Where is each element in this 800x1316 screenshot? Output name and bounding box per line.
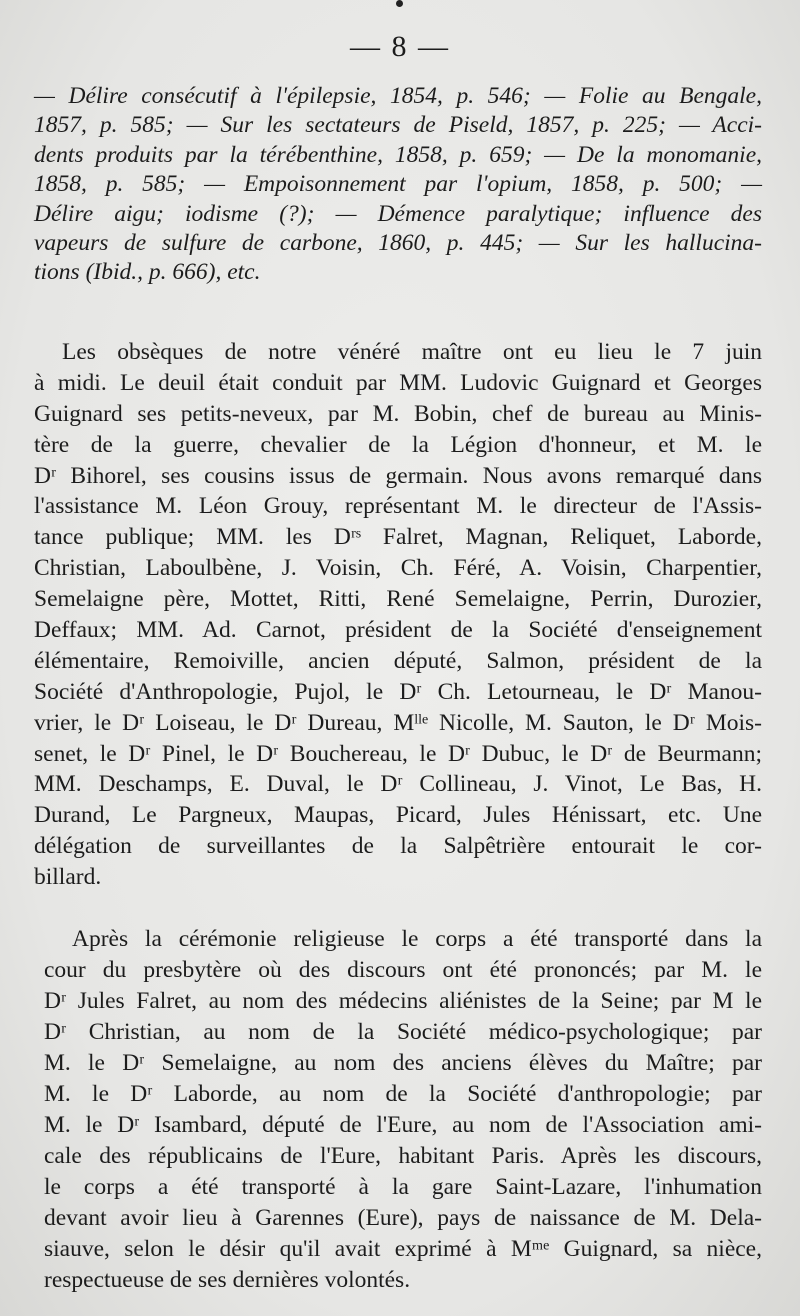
paragraph-line: à midi. Le deuil était conduit par MM. Ludovic Guignard et Georges <box>34 369 762 396</box>
print-speck <box>396 0 403 7</box>
paragraph-line: tance publique; MM. les Dʳˢ Falret, Magnan, Reliquet, Laborde, <box>34 524 762 551</box>
paragraph-line: MM. Deschamps, E. Duval, le Dʳ Collineau, J. Vinot, Le Bas, H. <box>34 771 762 798</box>
paragraph-line: Durand, Le Pargneux, Maupas, Picard, Jules Hénissart, etc. Une <box>34 802 762 829</box>
paragraph-line: cale des républicains de l'Eure, habitant Paris. Après les discours, <box>44 1143 762 1169</box>
paragraph-line: Semelaigne père, Mottet, Ritti, René Semelaigne, Perrin, Durozier, <box>34 586 762 613</box>
paragraph-line: Après la cérémonie religieuse le corps a été transporté dans la <box>72 926 762 952</box>
paragraph-line: devant avoir lieu à Garennes (Eure), pays de naissance de M. Dela- <box>44 1205 762 1231</box>
paragraph-line: Société d'Anthropologie, Pujol, le Dʳ Ch. Letourneau, le Dʳ Manou- <box>34 678 762 705</box>
paragraph-line: Dʳ Christian, au nom de la Société médico-psychologique; par <box>44 1019 762 1045</box>
bibliography-line: 1857, p. 585; — Sur les sectateurs de Piseld, 1857, p. 225; — Acci- <box>34 112 762 139</box>
paragraph-line: senet, le Dʳ Pinel, le Dʳ Bouchereau, le Dʳ Dubuc, le Dʳ de Beurmann; <box>34 740 762 767</box>
paragraph-line: vrier, le Dʳ Loiseau, le Dʳ Dureau, Mˡˡᵉ Nicolle, M. Sauton, le Dʳ Mois- <box>34 709 762 736</box>
paragraph-line: Dʳ Bihorel, ses cousins issus de germain. Nous avons remarqué dans <box>34 462 762 489</box>
paragraph-line: tère de la guerre, chevalier de la Légion d'honneur, et M. le <box>34 431 762 458</box>
paragraph-line: M. le Dʳ Isambard, député de l'Eure, au nom de l'Association ami- <box>44 1112 762 1138</box>
page-number: — 8 — <box>350 30 450 63</box>
paragraph-line: délégation de surveillantes de la Salpêtrière entourait le cor- <box>34 833 762 860</box>
bibliography-line: tions (Ibid., p. 666), etc. <box>34 259 261 286</box>
funeral-paragraph <box>34 337 762 893</box>
paragraph-line: M. le Dʳ Semelaigne, au nom des anciens élèves du Maître; par <box>44 1050 762 1076</box>
paragraph-line: siauve, selon le désir qu'il avait exprimé à Mᵐᵉ Guignard, sa nièce, <box>44 1236 762 1262</box>
paragraph-line: billard. <box>34 864 102 891</box>
bibliography-line: Délire aigu; iodisme (?); — Démence paralytique; influence des <box>34 200 762 227</box>
paragraph-line: l'assistance M. Léon Grouy, représentant M. le directeur de l'Assis- <box>34 493 762 520</box>
paragraph-line: Guignard ses petits-neveux, par M. Bobin, chef de bureau au Minis- <box>34 400 762 427</box>
paragraph-line: M. le Dʳ Laborde, au nom de la Société d'anthropologie; par <box>44 1081 762 1107</box>
paragraph-line: Deffaux; MM. Ad. Carnot, président de la Société d'enseignement <box>34 617 762 644</box>
bibliography-line: 1858, p. 585; — Empoisonnement par l'opium, 1858, p. 500; — <box>34 171 762 198</box>
paragraph-line: Dʳ Jules Falret, au nom des médecins aliénistes de la Seine; par M le <box>44 988 762 1014</box>
paragraph-line: cour du presbytère où des discours ont été prononcés; par M. le <box>44 957 762 983</box>
bibliography-list <box>34 82 762 288</box>
paragraph-line: Les obsèques de notre vénéré maître ont eu lieu le 7 juin <box>62 339 762 365</box>
bibliography-line: — Délire consécutif à l'épilepsie, 1854, p. 546; — Folie au Bengale, <box>34 83 762 109</box>
paragraph-line: élémentaire, Remoiville, ancien député, Salmon, président de la <box>34 647 762 674</box>
paragraph-line: respectueuse de ses dernières volontés. <box>44 1267 411 1293</box>
paragraph-line: le corps a été transporté à la gare Saint-Lazare, l'inhumation <box>44 1174 762 1200</box>
ceremony-paragraph <box>44 924 762 1296</box>
paragraph-line: Christian, Laboulbène, J. Voisin, Ch. Féré, A. Voisin, Charpentier, <box>34 555 762 582</box>
bibliography-line: dents produits par la térébenthine, 1858, p. 659; — De la monomanie, <box>34 141 762 168</box>
bibliography-line: vapeurs de sulfure de carbone, 1860, p. 445; — Sur les hallucina- <box>34 229 762 256</box>
